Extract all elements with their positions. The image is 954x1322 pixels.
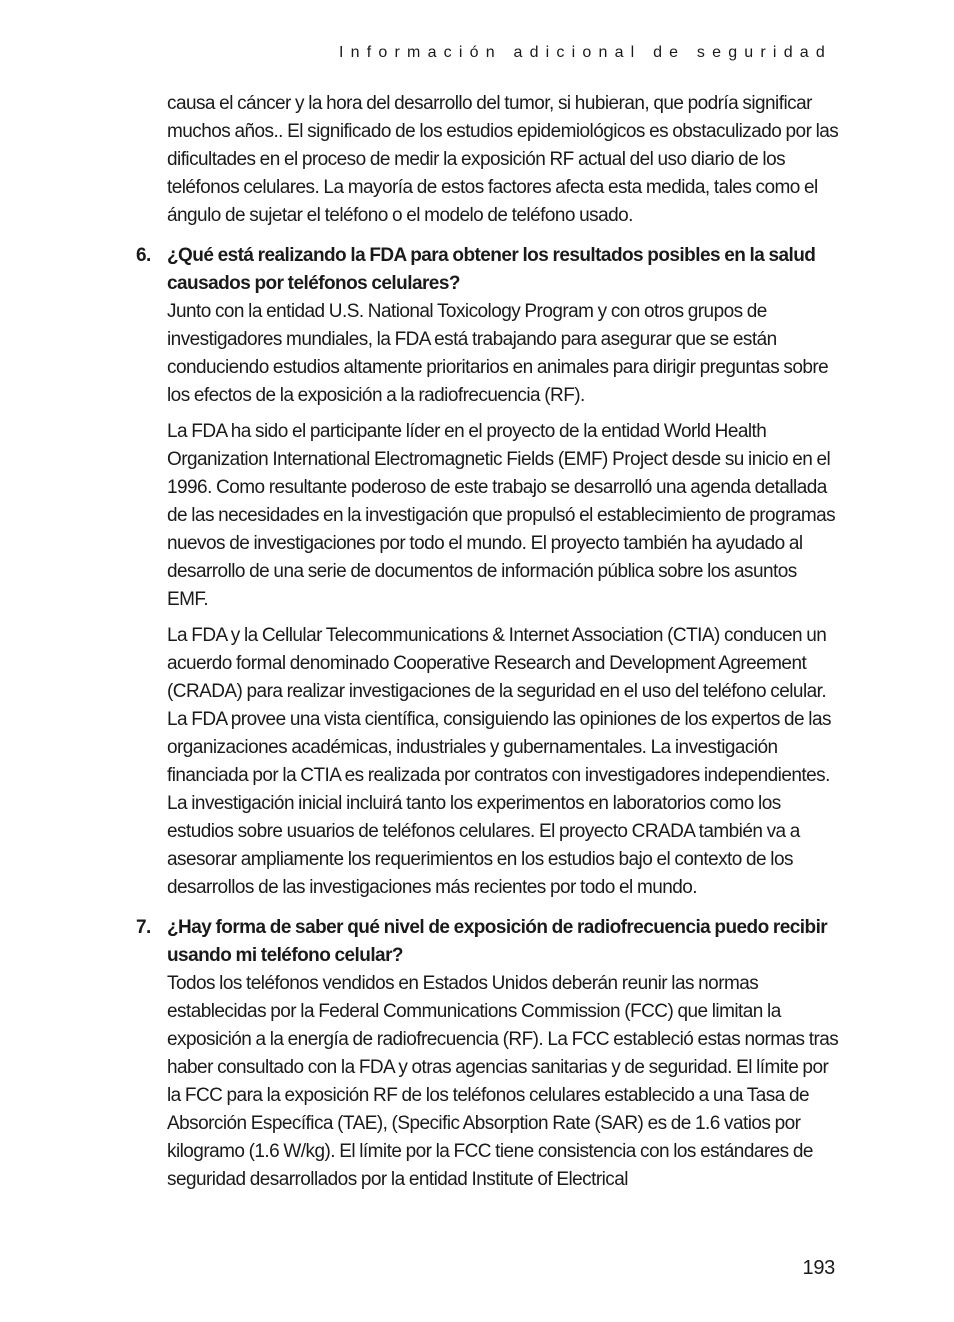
item-paragraph: Junto con la entidad U.S. National Toxicology Program y con otros grupos de investigadores mundiales, la FDA está trabajando para asegurar que se están conduciendo estudios altamente prioritarios en animales para dirigir preguntas sobre los efectos de la exposición a la radiofrecuencia (RF).	[167, 301, 829, 406]
intro-paragraph: causa el cáncer y la hora del desarrollo del tumor, si hubieran, que podría significar muchos años.. El significado de los estudios epidemiológicos es obstaculizado por las dificultades en el proceso de medir la exposición RF actual del uso diario de los teléfonos celulares. La mayoría de estos factores afecta esta medida, tales como el ángulo de sujetar el teléfono o el modelo de teléfono usado.	[167, 93, 839, 226]
list-item-6	[136, 242, 839, 902]
running-header: Información adicional de seguridad	[339, 44, 832, 61]
item-paragraph: Todos los teléfonos vendidos en Estados Unidos deberán reunir las normas establecidas por la Federal Communications Commission (FCC) que limitan la exposición a la energía de radiofrecuencia (RF). La FCC estableció estas normas tras haber consultado con la FDA y otras agencias sanitarias y de seguridad. El límite por la FCC para la exposición RF de los teléfonos celulares establecido a una Tasa de Absorción Específica (TAE), (Specific Absorption Rate (SAR) es de 1.6 vatios por kilogramo (1.6 W/kg). El límite por la FCC tiene consistencia con los estándares de seguridad desarrollados por la entidad Institute of Electrical	[167, 973, 839, 1190]
item-paragraph: La FDA y la Cellular Telecommunications & Internet Association (CTIA) conducen un acuerdo formal denominado Cooperative Research and Development Agreement (CRADA) para realizar investigaciones de la seguridad en el uso del teléfono celular. La FDA provee una vista científica, consiguiendo las opiniones de los expertos de las organizaciones académicas, industriales y gubernamentales. La investigación financiada por la CTIA es realizada por contratos con investigadores independientes. La investigación inicial incluirá tanto los experimentos en laboratorios como los estudios sobre usuarios de teléfonos celulares. El proyecto CRADA también va a asesorar ampliamente los requerimientos en los estudios bajo el contexto de los desarrollos de las investigaciones más recientes por todo el mundo.	[167, 625, 831, 898]
item-paragraph: La FDA ha sido el participante líder en el proyecto de la entidad World Health Organization International Electromagnetic Fields (EMF) Project desde su inicio en el 1996. Como resultante poderoso de este trabajo se desarrolló una agenda detallada de las necesidades en la investigación que propulsó el establecimiento de programas nuevos de investigaciones por todo el mundo. El proyecto también ha ayudado al desarrollo de una serie de documentos de información pública sobre los asuntos EMF.	[167, 421, 836, 610]
item-number: 7.	[136, 917, 151, 938]
page-number: 193	[802, 1257, 835, 1279]
item-heading: ¿Hay forma de saber qué nivel de exposición de radiofrecuencia puedo recibir usando mi teléfono celular?	[167, 917, 828, 966]
list-item-7	[136, 914, 839, 1194]
item-number: 6.	[136, 245, 151, 266]
page-body	[136, 90, 839, 1194]
item-heading: ¿Qué está realizando la FDA para obtener los resultados posibles en la salud causados por teléfonos celulares?	[167, 245, 816, 294]
